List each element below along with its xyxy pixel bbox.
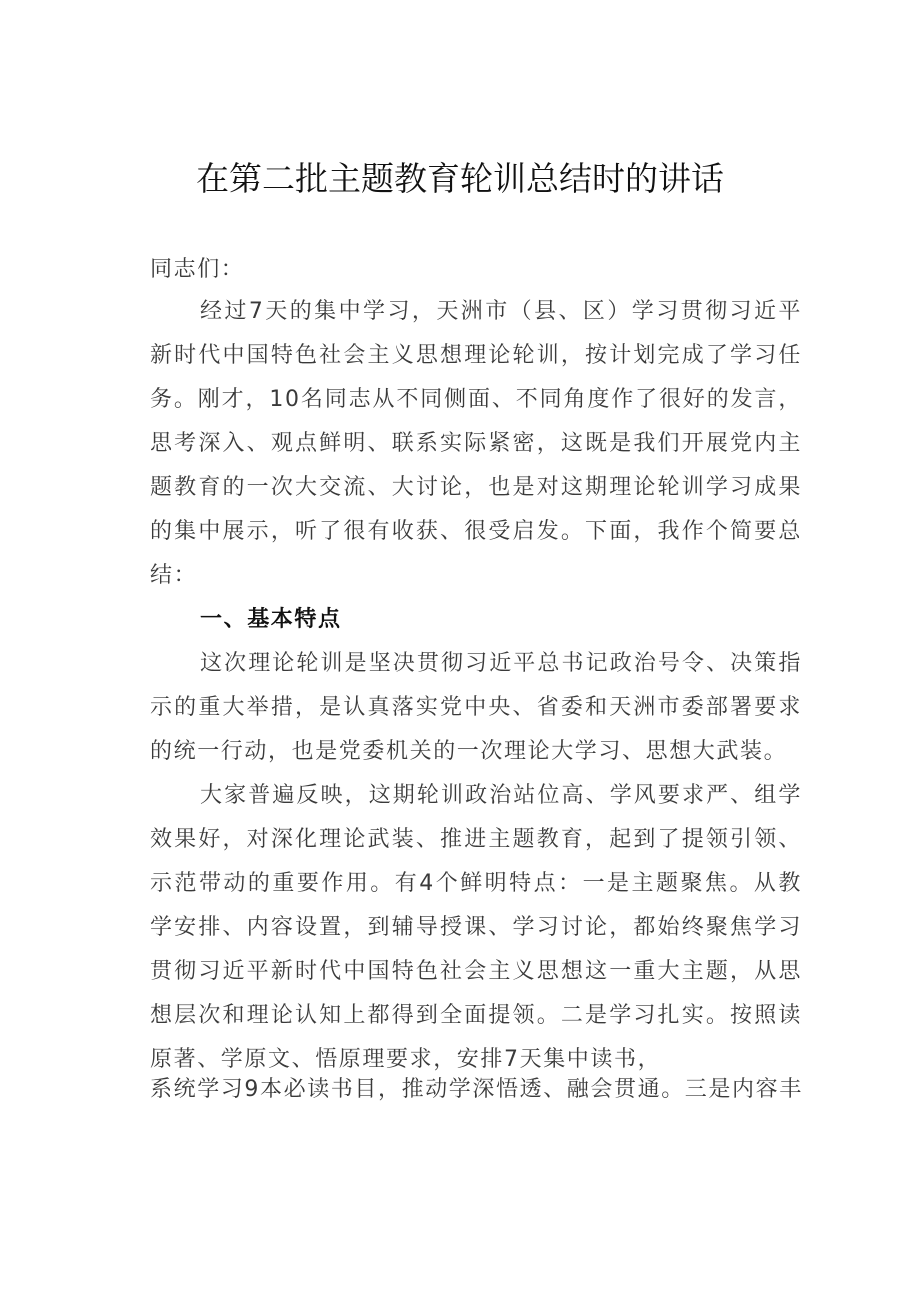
document-body [150,290,802,1082]
section-heading-basic-features: 一、基本特点 [200,607,342,632]
paragraph-intro: 经过7天的集中学习，天洲市（县、区）学习贯彻习近平新时代中国特色社会主义思想理论轮训，按计划完成了学习任务。刚才，10名同志从不同侧面、不同角度作了很好的发言，思考深入、观点鲜明、联系实际紧密，这既是我们开展党内主题教育的一次大交流、大讨论，也是对这期理论轮训学习成果的集中展示，听了很有收获、很受启发。下面，我作个简要总结： [150,299,802,588]
greeting: 同志们： [150,257,245,282]
paragraph-features: 大家普遍反映，这期轮训政治站位高、学风要求严、组学效果好，对深化理论武装、推进主题教育，起到了提领引领、示范带动的重要作用。有4个鲜明特点：一是主题聚焦。从教学安排、内容设置，到辅导授课、学习讨论，都始终聚焦学习贯彻习近平新时代中国特色社会主义思想这一重大主题，从思想层次和理论认知上都得到全面提领。二是学习扎实。按照读原著、学原文、悟原理要求，安排7天集中读书， [150,783,802,1072]
page-title: 在第二批主题教育轮训总结时的讲话 [196,159,724,198]
paragraph-training-significance: 这次理论轮训是坚决贯彻习近平总书记政治号令、决策指示的重大举措，是认真落实党中央、省委和天洲市委部署要求的统一行动，也是党委机关的一次理论大学习、思想大武装。 [150,651,802,764]
paragraph-continuation: 系统学习9本必读书目，推动学深悟透、融会贯通。三是内容丰 [150,1077,803,1102]
